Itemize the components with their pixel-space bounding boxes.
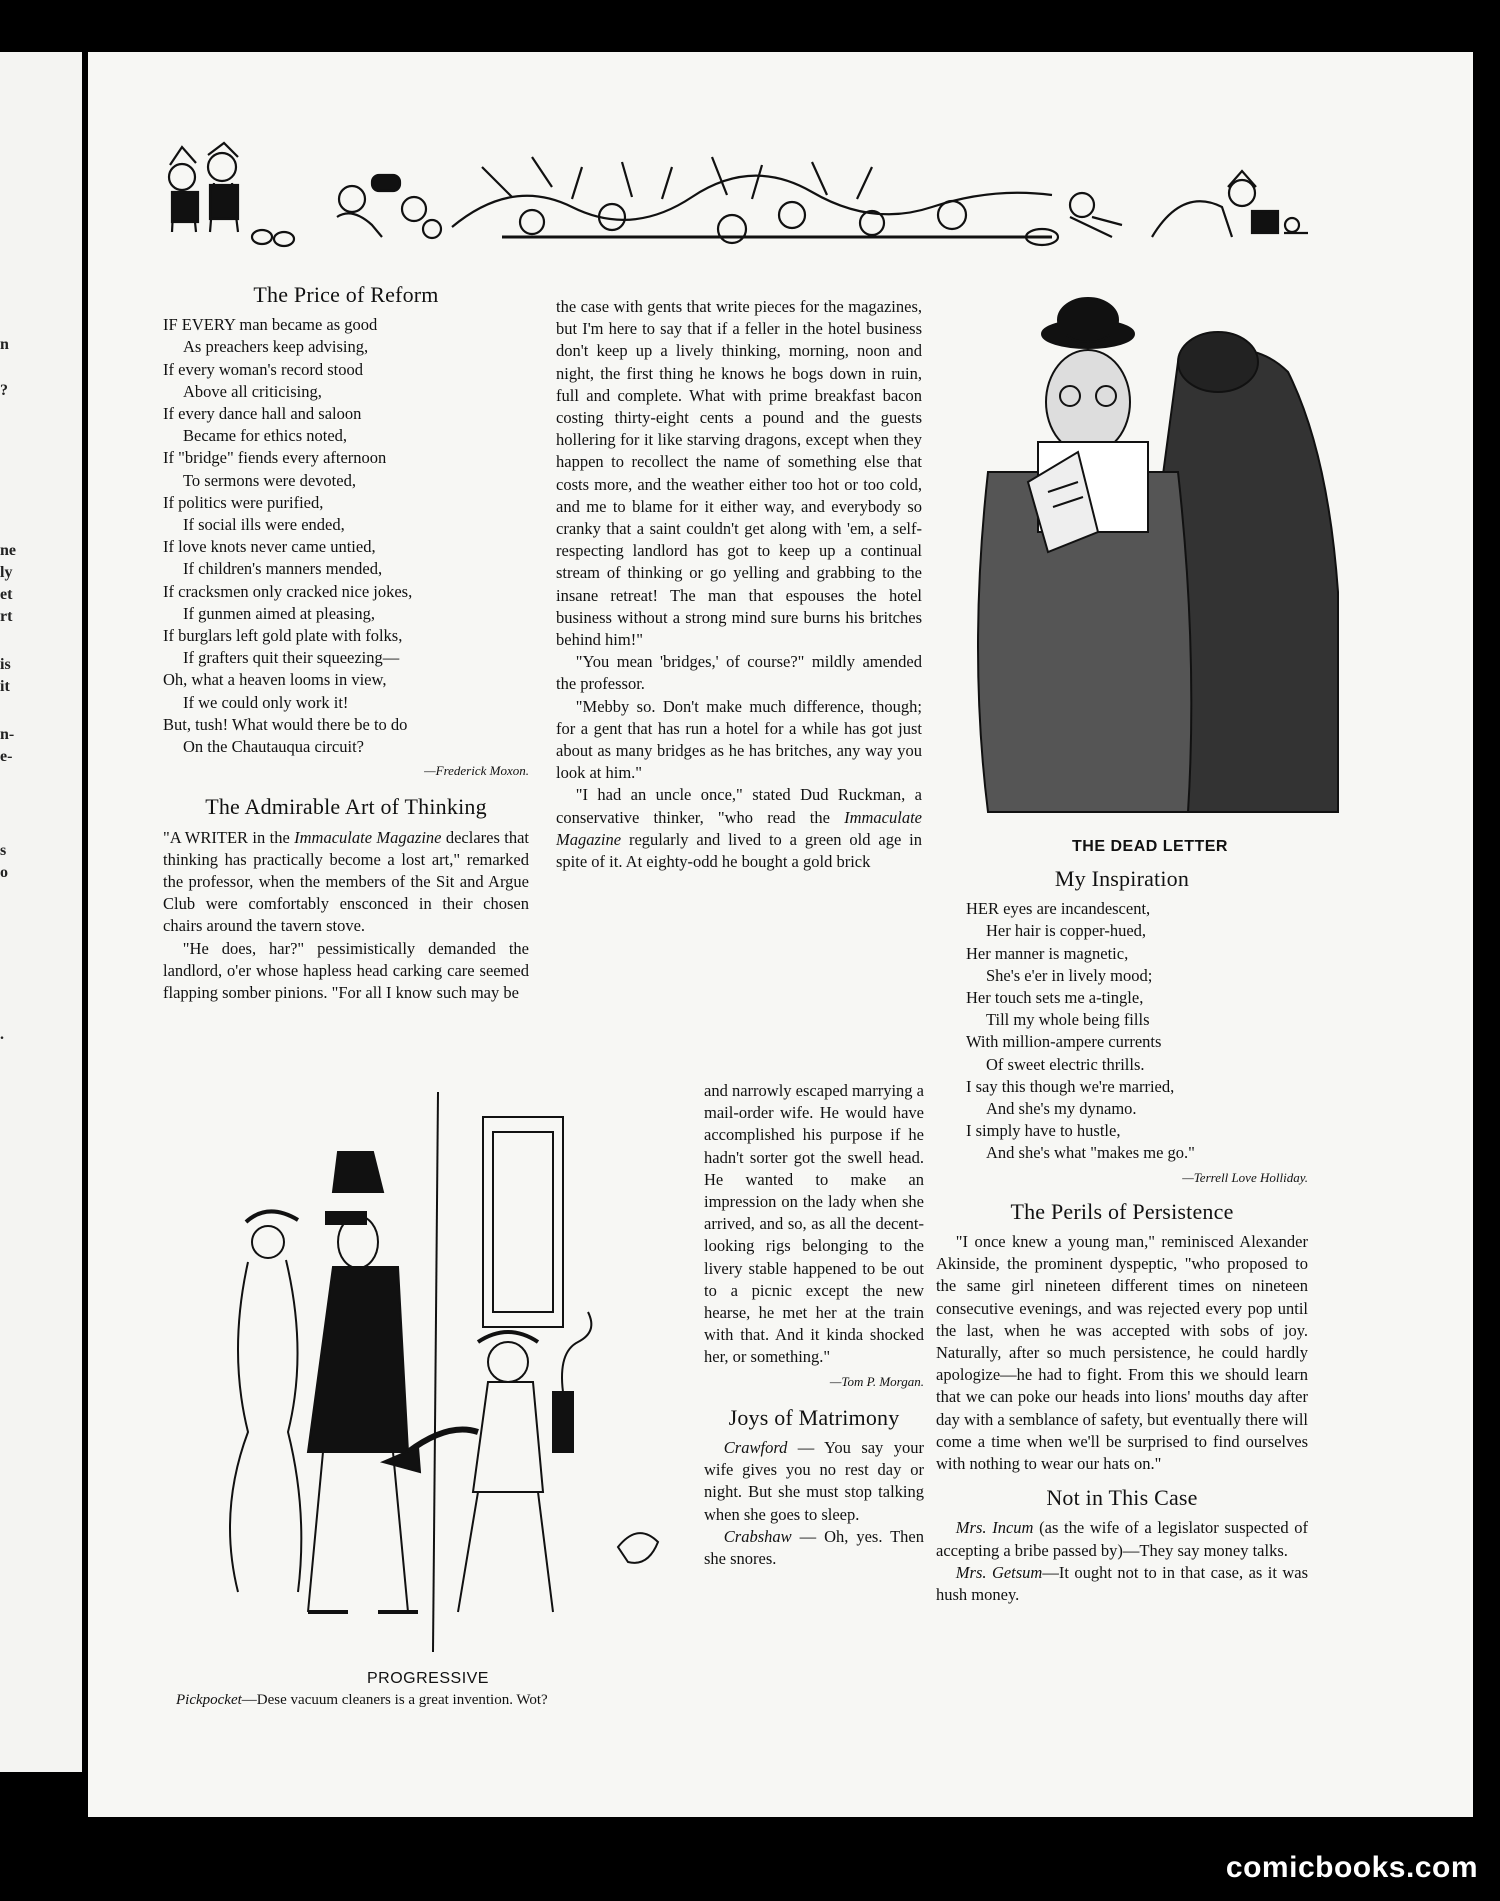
poem-line: I say this though we're married, bbox=[966, 1076, 1175, 1096]
joys-of-matrimony-title: Joys of Matrimony bbox=[728, 1404, 900, 1430]
poem-line: If burglars left gold plate with folks, bbox=[163, 626, 403, 646]
poem-line: And she's my dynamo. bbox=[986, 1099, 1137, 1119]
poem-line: Her hair is copper-hued, bbox=[986, 921, 1147, 941]
site-watermark: comicbooks.com bbox=[1225, 1851, 1478, 1884]
prev-page-fragment: n bbox=[0, 336, 9, 353]
column-1 bbox=[163, 284, 529, 1004]
admirable-art-paragraph: the case with gents that write pieces for the magazines, but I'm here to say that if a feller in the hotel business don't keep up a lively thinking, morning, noon and night, the first thing he knows he bogs down in ruin, full and complete. What with prime breakfast bacon costing thirty-eight cents a pound and the guests hollering for it like starving dragons, except when they happen to recollect the name of something else that costs more, and the weather either too hot or too cold, and me to blame for it either way, and everybody so cranky that a saint couldn't get along with 'em, a self-respecting landlord has got to keep up a continual stream of thinking or go yelling and grabbing to the insane retreat! The man that espouses the hotel business without a strong mind sure burns his britches behind him!" bbox=[556, 297, 922, 650]
prev-page-fragment: et bbox=[0, 586, 13, 603]
dead-letter-illustration bbox=[948, 292, 1348, 832]
poem-line: Of sweet electric thrills. bbox=[986, 1054, 1145, 1074]
admirable-art-paragraph: and narrowly escaped marrying a mail-order wife. He would have accomplished his purpose if he hadn't sorter got the swell head. He wanted to make an impression on the lady when she arrived, and so, as all the decent-looking rigs belonging to the livery stable happened to be out to a picnic except the new hearse, he met her at the train with that. And it kinda shocked her, or something." bbox=[704, 1081, 924, 1367]
dead-letter-caption: THE DEAD LETTER bbox=[1072, 838, 1228, 855]
poem-line: Her touch sets me a-tingle, bbox=[966, 988, 1144, 1008]
perils-paragraph: "I once knew a young man," reminisced Alexander Akinside, the prominent dyspeptic, "who proposed to the same girl nineteen different times on nineteen consecutive evenings, and was rejected every pop until the last, when he was accepted with sobs of joy. Naturally, after so much persistence, he could hardly apologize—he had to fight. From this we should learn that we can poke our heads into lions' mouths day after day with a semblance of safety, but eventually there will come a time when we'll be surprised to find ourselves with nothing to wear our hats on." bbox=[936, 1232, 1308, 1474]
header-border-illustration bbox=[152, 137, 1312, 252]
my-inspiration-poem bbox=[936, 898, 1308, 1164]
not-in-this-case-dialogue: Mrs. Getsum—It ought not to in that case, as it was hush money. bbox=[936, 1562, 1309, 1605]
poem-line: Oh, what a heaven looms in view, bbox=[163, 670, 387, 690]
progressive-subcaption: Pickpocket—Dese vacuum cleaners is a great invention. Wot? bbox=[176, 1692, 548, 1708]
prev-page-fragment: is bbox=[0, 656, 11, 673]
poem-line: On the Chautauqua circuit? bbox=[183, 737, 364, 757]
prev-page-fragment: e- bbox=[0, 748, 13, 765]
magazine-page bbox=[88, 52, 1473, 1817]
poem-line: Her manner is magnetic, bbox=[966, 943, 1129, 963]
poem-line: And she's what "makes me go." bbox=[986, 1143, 1195, 1163]
matrimony-dialogue: Crawford — You say your wife gives you no rest day or night. But she must stop talking when she goes to sleep. bbox=[704, 1438, 924, 1524]
prev-page-fragment: ? bbox=[0, 382, 8, 399]
price-of-reform-poem bbox=[163, 314, 529, 758]
my-inspiration-title: My Inspiration bbox=[1054, 866, 1190, 891]
price-of-reform-title: The Price of Reform bbox=[253, 282, 439, 307]
poem-line: If politics were purified, bbox=[163, 492, 324, 512]
not-in-this-case-dialogue: Mrs. Incum (as the wife of a legislator suspected of accepting a bribe passed by)—They say money talks. bbox=[936, 1518, 1308, 1560]
poem-line: Till my whole being fills bbox=[986, 1010, 1150, 1030]
not-in-this-case-title: Not in This Case bbox=[1046, 1485, 1198, 1511]
column-3 bbox=[936, 868, 1308, 1606]
progressive-cartoon bbox=[158, 1092, 698, 1652]
prev-page-fragment: . bbox=[0, 1026, 4, 1043]
poem-line: As preachers keep advising, bbox=[183, 337, 369, 357]
prev-page-fragment: n- bbox=[0, 726, 15, 743]
poem-line: If love knots never came untied, bbox=[163, 537, 376, 557]
poem-line: If children's manners mended, bbox=[183, 559, 383, 579]
poem-line: If gunmen aimed at pleasing, bbox=[183, 603, 375, 623]
prev-page-fragment: ne bbox=[0, 542, 16, 559]
column-2 bbox=[556, 296, 922, 873]
admirable-art-paragraph: "He does, har?" pessimistically demanded the landlord, o'er whose hapless head carking care seemed flapping somber pinions. "For all I know such may be bbox=[163, 938, 529, 1003]
admirable-art-byline: —Tom P. Morgan. bbox=[829, 1373, 924, 1389]
prev-page-fragment: rt bbox=[0, 608, 13, 625]
progressive-caption: PROGRESSIVE bbox=[367, 1670, 489, 1687]
column-2-narrow bbox=[704, 1080, 924, 1570]
prev-page-fragment: ly bbox=[0, 564, 13, 581]
poem-line: If cracksmen only cracked nice jokes, bbox=[163, 581, 413, 601]
poem-line: HER eyes are incandescent, bbox=[966, 899, 1151, 919]
previous-page-edge bbox=[0, 52, 82, 1772]
poem-line: IF EVERY man became as good bbox=[163, 315, 378, 335]
poem-line: If every woman's record stood bbox=[163, 359, 363, 379]
poem-line: If grafters quit their squeezing— bbox=[183, 648, 400, 668]
my-inspiration-byline: —Terrell Love Holliday. bbox=[1182, 1169, 1308, 1185]
admirable-art-paragraph: "I had an uncle once," stated Dud Ruckman, a conservative thinker, "who read the Immaculate Magazine regularly and lived to a green old age in spite of it. At eighty-odd he bought a gold brick bbox=[556, 785, 922, 872]
prev-page-fragment: o bbox=[0, 864, 8, 881]
price-of-reform-byline: —Frederick Moxon. bbox=[424, 763, 529, 779]
poem-line: If we could only work it! bbox=[183, 692, 349, 712]
admirable-art-title: The Admirable Art of Thinking bbox=[205, 794, 487, 820]
perils-of-persistence-title: The Perils of Persistence bbox=[1010, 1198, 1234, 1224]
admirable-art-paragraph: "You mean 'bridges,' of course?" mildly amended the professor. bbox=[556, 652, 922, 694]
poem-line: With million-ampere currents bbox=[966, 1032, 1162, 1052]
poem-line: If "bridge" fiends every afternoon bbox=[163, 448, 387, 468]
poem-line: To sermons were devoted, bbox=[183, 470, 356, 490]
poem-line: But, tush! What would there be to do bbox=[163, 714, 408, 734]
matrimony-dialogue: Crabshaw — Oh, yes. Then she snores. bbox=[704, 1526, 924, 1569]
prev-page-fragment: s bbox=[0, 842, 7, 859]
poem-line: If every dance hall and saloon bbox=[163, 404, 362, 424]
poem-line: If social ills were ended, bbox=[183, 515, 345, 535]
prev-page-fragment: it bbox=[0, 678, 10, 695]
poem-line: Became for ethics noted, bbox=[183, 426, 348, 446]
poem-line: Above all criticising, bbox=[183, 381, 322, 401]
poem-line: I simply have to hustle, bbox=[966, 1121, 1121, 1141]
admirable-art-paragraph: "Mebby so. Don't make much difference, though; for a gent that has run a hotel for a while has got just about as many bridges as he has britches, any way you look at him." bbox=[556, 696, 922, 783]
poem-line: She's e'er in lively mood; bbox=[986, 965, 1153, 985]
admirable-art-paragraph: "A WRITER in the Immaculate Magazine declares that thinking has practically become a lost art," remarked the professor, when the members of the Sit and Argue Club were comfortably ensconced in their chosen chairs around the tavern stove. bbox=[163, 827, 530, 936]
